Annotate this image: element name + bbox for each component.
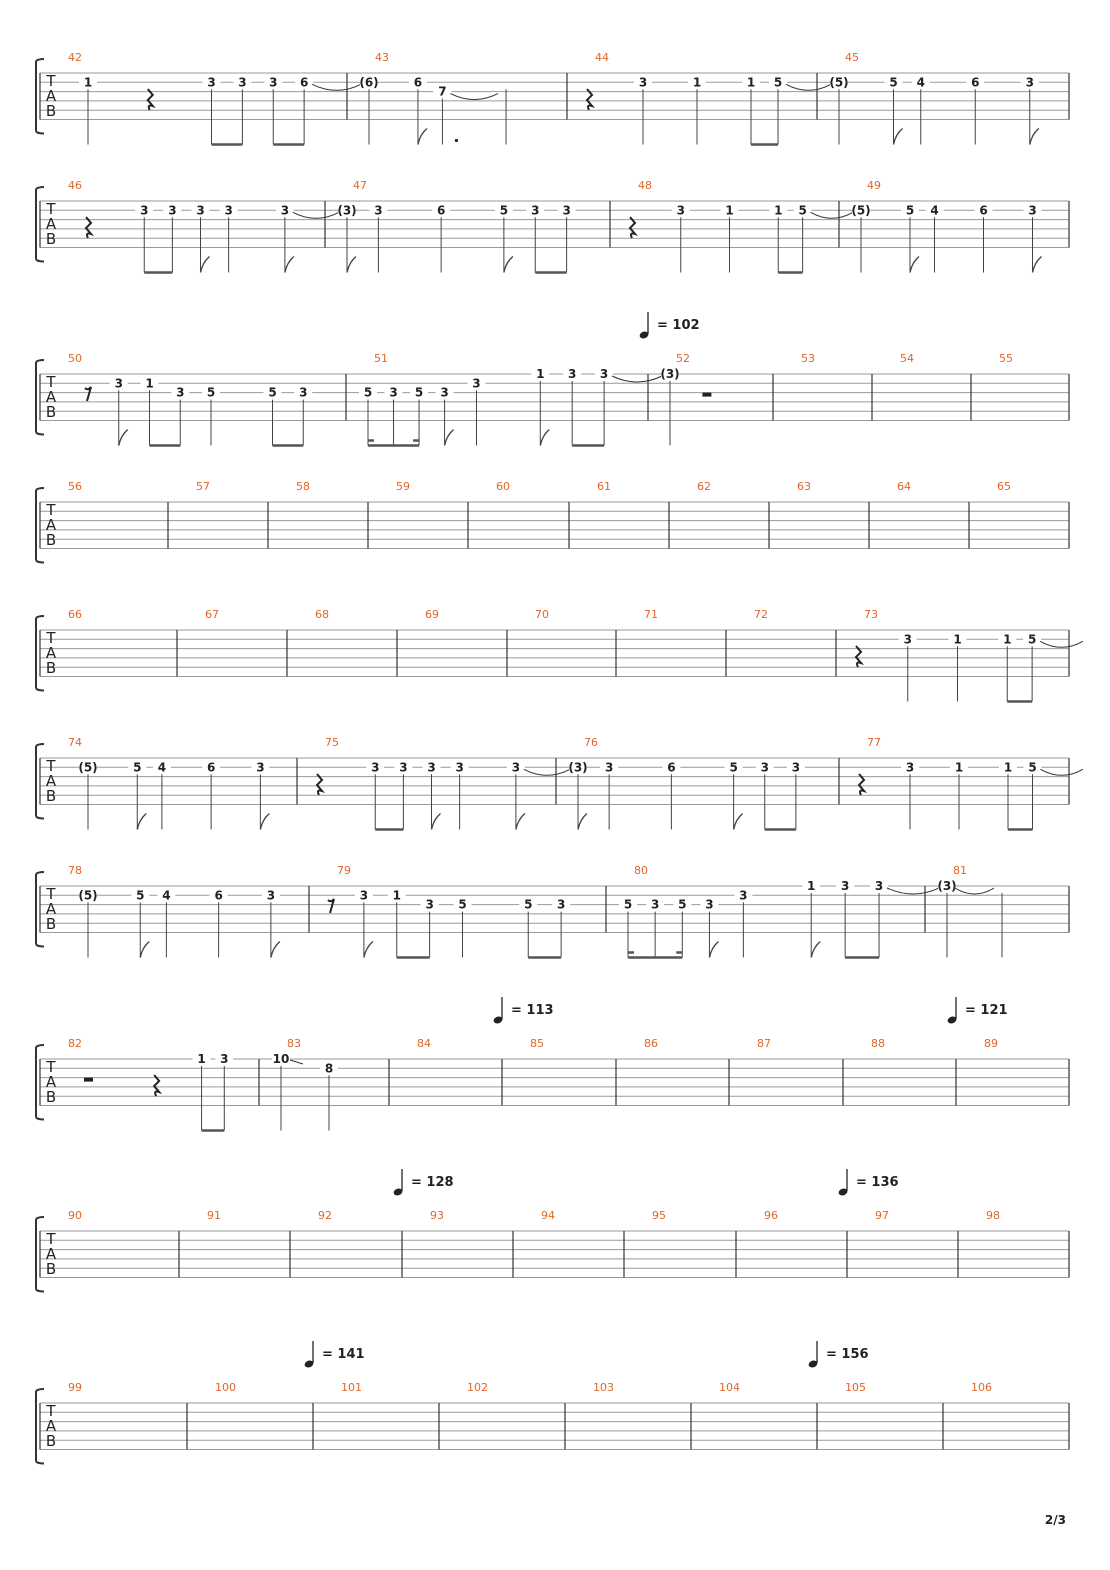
tab-clef-letter: T [46, 629, 56, 647]
fret-number: 3 [207, 75, 216, 90]
measure-number: 50 [68, 352, 82, 365]
fret-number: 4 [157, 760, 167, 775]
fret-number: 7 [438, 84, 447, 99]
fret-number: 6 [413, 75, 423, 90]
measure-number: 48 [638, 179, 652, 192]
measure-number: 95 [652, 1209, 666, 1222]
fret-number: 3 [399, 760, 408, 775]
tab-system [36, 864, 1069, 958]
fret-number: 3 [238, 75, 247, 90]
fret-number: 5 [206, 385, 216, 400]
fret-number: 6 [971, 75, 980, 90]
quarter-rest [154, 1075, 159, 1096]
eighth-flag [734, 814, 743, 830]
measure-number: 57 [196, 480, 210, 493]
fret-number: 3 [440, 385, 449, 400]
fret-number: 5 [678, 897, 687, 912]
eighth-flag [260, 814, 269, 830]
measure-number: 68 [315, 608, 329, 621]
fret-number: 5 [1028, 760, 1037, 775]
measure-number: 64 [897, 480, 911, 493]
fret-number: 5 [524, 897, 533, 912]
measure-number: 85 [530, 1037, 544, 1050]
fret-number: 3 [562, 203, 571, 218]
fret-number: 1 [953, 632, 962, 647]
tempo-value: = 141 [322, 1347, 365, 1362]
fret-number: 3 [168, 203, 177, 218]
tie-arc [312, 84, 361, 90]
fret-number: (3) [337, 203, 357, 218]
fret-number: 3 [511, 760, 521, 775]
measure-number: 63 [797, 480, 811, 493]
fret-number: 6 [979, 203, 988, 218]
fret-number: 5 [363, 385, 373, 400]
fret-number: 5 [414, 385, 424, 400]
fret-number: 1 [83, 75, 93, 90]
fret-number: 5 [458, 897, 467, 912]
fret-number: 1 [725, 203, 734, 218]
fret-number: 3 [760, 760, 769, 775]
fret-number: 3 [638, 75, 648, 90]
tempo-value: = 113 [511, 1003, 554, 1018]
measure-number: 80 [634, 864, 648, 877]
eighth-flag [910, 257, 919, 273]
eighth-flag [201, 257, 210, 273]
measure-number: 53 [801, 352, 815, 365]
measure-number: 97 [875, 1209, 889, 1222]
fret-number: 3 [389, 385, 398, 400]
tab-system [36, 1037, 1069, 1131]
tab-clef-letter: B [45, 403, 57, 421]
tempo-value: = 102 [657, 318, 700, 333]
quarter-rest [587, 89, 592, 110]
tie-arc [450, 94, 498, 100]
tab-clef-letter: A [45, 1417, 57, 1435]
eighth-rest [328, 899, 334, 913]
tempo-113 [493, 997, 554, 1025]
tempo-value: = 156 [826, 1347, 869, 1362]
fret-number: 3 [427, 760, 436, 775]
measure-number: 99 [68, 1381, 82, 1394]
fret-number: 3 [568, 367, 577, 381]
quarter-rest [86, 217, 91, 238]
measure-number: 71 [644, 608, 658, 621]
fret-number: (3) [660, 367, 680, 381]
measure-number: 82 [68, 1037, 82, 1050]
fret-number: 6 [206, 760, 216, 775]
fret-number: 3 [903, 632, 912, 647]
tab-clef-letter: T [46, 1402, 56, 1420]
measure-number: 94 [541, 1209, 555, 1222]
tab-system [36, 736, 1083, 830]
eighth-flag [578, 814, 587, 830]
fret-number: 3 [371, 760, 380, 775]
measure-number: 84 [417, 1037, 431, 1050]
tab-clef-letter: A [45, 1073, 57, 1091]
fret-number: 3 [140, 203, 149, 218]
fret-number: 3 [599, 367, 609, 381]
tab-clef-letter: A [45, 900, 57, 918]
fret-number: 3 [650, 897, 660, 912]
tempo-102 [639, 312, 700, 340]
eighth-flag [432, 814, 441, 830]
fret-number: 3 [256, 760, 265, 775]
tab-clef-letter: T [46, 885, 56, 903]
eighth-flag [516, 814, 525, 830]
fret-number: 5 [1027, 632, 1037, 647]
measure-number: 105 [845, 1381, 866, 1394]
fret-number: 5 [136, 888, 145, 903]
page-number: 2/3 [1044, 1513, 1066, 1527]
eighth-flag [140, 942, 149, 958]
tab-clef-letter: B [45, 1088, 57, 1106]
eighth-flag [271, 942, 280, 958]
fret-number: 3 [1025, 75, 1034, 90]
measure-number: 102 [467, 1381, 488, 1394]
tempo-136 [838, 1169, 899, 1197]
tempo-121 [947, 997, 1008, 1025]
tab-clef-letter: B [45, 659, 57, 677]
measure-number: 79 [337, 864, 351, 877]
tie-arc [612, 376, 662, 382]
measure-number: 54 [900, 352, 914, 365]
fret-number: 1 [692, 75, 702, 90]
fret-number: (5) [78, 888, 98, 903]
measure-number: 87 [757, 1037, 771, 1050]
fret-number: 6 [436, 203, 446, 218]
tab-clef-letter: A [45, 388, 57, 406]
measure-number: 83 [287, 1037, 301, 1050]
measure-number: 104 [719, 1381, 740, 1394]
fret-number: 3 [676, 203, 685, 218]
fret-number: 3 [1028, 203, 1037, 218]
fret-number: 5 [798, 203, 807, 218]
fret-number: 6 [667, 760, 676, 775]
measure-number: 103 [593, 1381, 614, 1394]
fret-number: 1 [774, 203, 783, 218]
tempo-value: = 121 [965, 1003, 1008, 1018]
fret-number: 5 [133, 760, 142, 775]
measure-number: 92 [318, 1209, 332, 1222]
slide-line [290, 1060, 303, 1064]
tie-arc [955, 888, 994, 894]
eighth-flag [445, 430, 454, 446]
eighth-flag [1033, 257, 1042, 273]
eighth-flag [709, 942, 718, 958]
eighth-flag [285, 257, 294, 273]
fret-number: 3 [840, 879, 850, 893]
fret-number: 3 [220, 1052, 229, 1066]
measure-number: 45 [845, 51, 859, 64]
fret-number: 3 [224, 203, 233, 218]
eighth-flag [137, 814, 146, 830]
measure-number: 74 [68, 736, 82, 749]
measure-number: 93 [430, 1209, 444, 1222]
fret-number: 4 [162, 888, 171, 903]
measure-number: 106 [971, 1381, 992, 1394]
fret-number: (6) [359, 75, 379, 90]
fret-number: 1 [1003, 760, 1013, 775]
measure-number: 65 [997, 480, 1011, 493]
fret-number: 6 [299, 75, 309, 90]
fret-number: 3 [114, 376, 123, 391]
measure-number: 59 [396, 480, 410, 493]
tab-clef-letter: A [45, 1245, 57, 1263]
measure-number: 62 [697, 480, 711, 493]
tab-clef-letter: T [46, 501, 56, 519]
tie-arc [887, 888, 939, 894]
tempo-128 [393, 1169, 454, 1197]
fret-number: 1 [392, 888, 401, 903]
measure-number: 56 [68, 480, 82, 493]
tie-arc [293, 212, 339, 218]
fret-number: 3 [739, 888, 748, 903]
fret-number: 3 [176, 385, 185, 400]
eighth-flag [894, 129, 903, 145]
measure-number: 81 [953, 864, 967, 877]
fret-number: 3 [705, 897, 714, 912]
fret-number: 3 [425, 897, 434, 912]
eighth-flag [347, 257, 356, 273]
eighth-flag [119, 430, 128, 446]
tab-system [36, 352, 1069, 446]
tab-system [36, 179, 1069, 273]
eighth-flag [1030, 129, 1039, 145]
fret-number: 3 [280, 203, 290, 218]
measure-number: 98 [986, 1209, 1000, 1222]
measure-number: 42 [68, 51, 82, 64]
fret-number: 5 [773, 75, 783, 90]
tab-clef-letter: T [46, 72, 56, 90]
tab-system [36, 480, 1069, 563]
tab-clef-letter: A [45, 87, 57, 105]
fret-number: 1 [1003, 632, 1012, 647]
measure-number: 73 [864, 608, 878, 621]
measure-number: 52 [676, 352, 690, 365]
tab-system [36, 51, 1069, 145]
fret-number: (3) [937, 879, 957, 893]
fret-number: 3 [791, 760, 801, 775]
measure-number: 58 [296, 480, 310, 493]
measure-number: 72 [754, 608, 768, 621]
fret-number: 5 [889, 75, 898, 90]
quarter-rest [859, 774, 864, 795]
tab-clef-letter: T [46, 373, 56, 391]
fret-number: 6 [214, 888, 223, 903]
dotted-rhythm-dot [455, 139, 458, 142]
tab-clef-letter: T [46, 1058, 56, 1076]
measure-number: 66 [68, 608, 82, 621]
fret-number: 1 [197, 1052, 206, 1066]
fret-number: 3 [266, 888, 276, 903]
fret-number: 3 [556, 897, 566, 912]
quarter-rest [317, 774, 322, 795]
fret-number: 3 [531, 203, 540, 218]
measure-number: 67 [205, 608, 219, 621]
measure-number: 78 [68, 864, 82, 877]
systems-layer [36, 51, 1083, 1464]
fret-number: 4 [930, 203, 939, 218]
tab-system [36, 1381, 1069, 1464]
tab-clef-letter: T [46, 200, 56, 218]
measure-number: 96 [764, 1209, 778, 1222]
measure-number: 44 [595, 51, 609, 64]
fret-number: 3 [374, 203, 383, 218]
quarter-rest [148, 89, 153, 110]
fret-number: 1 [954, 760, 964, 775]
quarter-rest [630, 217, 635, 238]
tie-arc [1041, 769, 1084, 775]
quarter-rest [856, 646, 861, 667]
fret-number: 1 [536, 367, 545, 381]
eighth-rest [85, 387, 91, 401]
fret-number: 1 [145, 376, 154, 391]
half-rest [702, 393, 711, 397]
tab-clef-letter: T [46, 1230, 56, 1248]
measure-number: 61 [597, 480, 611, 493]
eighth-flag [418, 129, 427, 145]
fret-number: 5 [268, 385, 277, 400]
measure-number: 70 [535, 608, 549, 621]
measure-number: 49 [867, 179, 881, 192]
measure-number: 75 [325, 736, 339, 749]
tab-clef-letter: A [45, 516, 57, 534]
measure-number: 69 [425, 608, 439, 621]
measure-number: 89 [984, 1037, 998, 1050]
measure-number: 88 [871, 1037, 885, 1050]
tab-clef-letter: B [45, 230, 57, 248]
tie-arc [786, 84, 831, 90]
measure-number: 43 [375, 51, 389, 64]
measure-number: 47 [353, 179, 367, 192]
measure-number: 101 [341, 1381, 362, 1394]
fret-number: (5) [78, 760, 98, 775]
measure-number: 100 [215, 1381, 236, 1394]
tab-clef-letter: B [45, 915, 57, 933]
fret-number: 3 [874, 879, 884, 893]
fret-number: 1 [746, 75, 756, 90]
fret-number: 5 [729, 760, 738, 775]
eighth-flag [364, 942, 373, 958]
tab-clef-letter: B [45, 787, 57, 805]
half-rest [84, 1078, 93, 1082]
fret-number: (5) [851, 203, 871, 218]
tempo-156 [808, 1341, 869, 1369]
tab-clef-letter: A [45, 215, 57, 233]
measure-number: 77 [867, 736, 881, 749]
fret-number: 3 [196, 203, 205, 218]
tie-arc [1040, 641, 1083, 647]
tab-clef-letter: B [45, 531, 57, 549]
measure-number: 86 [644, 1037, 658, 1050]
fret-number: 4 [916, 75, 925, 90]
tab-clef-letter: A [45, 644, 57, 662]
tie-arc [524, 769, 570, 775]
tempo-141 [304, 1341, 365, 1369]
tab-clef-letter: B [45, 1432, 57, 1450]
measure-number: 46 [68, 179, 82, 192]
tie-arc [811, 212, 853, 218]
tab-system [36, 608, 1083, 702]
measure-number: 60 [496, 480, 510, 493]
measure-number: 91 [207, 1209, 221, 1222]
fret-number: 1 [807, 879, 816, 893]
fret-number: (5) [829, 75, 849, 90]
fret-number: 3 [905, 760, 915, 775]
fret-number: 3 [299, 385, 308, 400]
tab-system [36, 1209, 1069, 1292]
fret-number: 5 [905, 203, 915, 218]
tab-clef-letter: B [45, 102, 57, 120]
measure-number: 55 [999, 352, 1013, 365]
tab-clef-letter: B [45, 1260, 57, 1278]
measure-number: 51 [374, 352, 388, 365]
measure-number: 90 [68, 1209, 82, 1222]
eighth-flag [504, 257, 513, 273]
fret-number: 3 [472, 376, 481, 391]
fret-number: 3 [604, 760, 614, 775]
fret-number: 3 [455, 760, 464, 775]
eighth-flag [811, 942, 820, 958]
eighth-flag [540, 430, 549, 446]
tempo-value: = 128 [411, 1175, 454, 1190]
fret-number: 8 [324, 1061, 334, 1076]
fret-number: 5 [623, 897, 633, 912]
fret-number: 5 [499, 203, 509, 218]
fret-number: 10 [272, 1052, 290, 1066]
measure-number: 76 [584, 736, 598, 749]
fret-number: 3 [269, 75, 278, 90]
fret-number: 3 [359, 888, 369, 903]
tab-clef-letter: A [45, 772, 57, 790]
tab-clef-letter: T [46, 757, 56, 775]
fret-number: (3) [568, 760, 588, 775]
tempo-value: = 136 [856, 1175, 899, 1190]
